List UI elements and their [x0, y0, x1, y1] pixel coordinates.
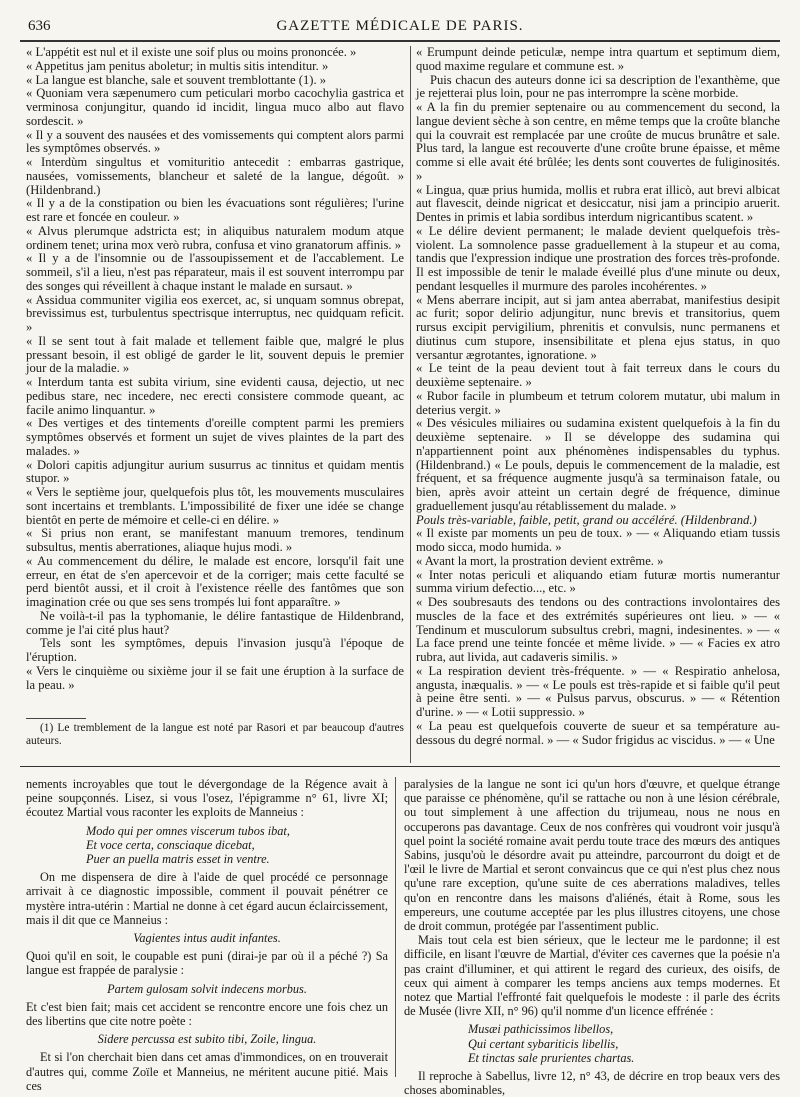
footnote-text: (1) Le tremblement de la langue est noté par Rasori et par beaucoup d'autres auteurs.: [26, 722, 404, 748]
latin-quote: Sidere percussa est subito tibi, Zoile, lingua.: [97, 1032, 317, 1047]
verse-line: Modo qui per omnes viscerum tubos ibat,: [86, 823, 290, 838]
page-number: 636: [28, 18, 51, 34]
top-right-column: [416, 46, 780, 762]
paragraph: « Le délire devient permanent; le malade devient quelquefois très-violent. La somnolence passe graduellement à la stupeur et au coma, tandis que l'expression indique une prostration des forces très-profonde. Il est impossible de tenir le malade éveillé plus d'une minute ou deux, pendant lesquelles il murmure des paroles incohérentes. »: [416, 223, 780, 293]
paragraph: Mais tout cela est bien sérieux, que le lecteur me le pardonne; il est difficile, en lisant l'œuvre de Martial, d'éviter ces cavernes que la poésie n'a pas craint d'illuminer, et qui attirent le regard des curieux, des oisifs, de ceux qui aiment à comparer les temps anciens aux temps modernes. Et notez que Martial l'effronté fait quelquefois le modeste : il parle des écrits de Musée (livre XII, n° 96) qu'il nomme d'un licence effrénée :: [404, 933, 780, 1019]
top-left-column: [26, 46, 404, 716]
footnote-rule: [26, 718, 86, 719]
paragraph: Et si l'on cherchait bien dans cet amas d'immondices, on en trouverait d'autres qui, comme Zoïle et Manneius, ne méritent aucune pitié. Mais ces: [26, 1050, 388, 1093]
latin-quote: Partem gulosam solvit indecens morbus.: [107, 981, 307, 996]
latin-quote: Vagientes intus audit infantes.: [133, 931, 281, 946]
verse-line: Et tinctas sale prurientes chartas.: [468, 1050, 635, 1065]
paragraph: Ne voilà-t-il pas la typhomanie, le délire fantastique de Hildenbrand, comme je l'ai cité plus haut?: [26, 608, 404, 637]
bottom-right-column: [404, 777, 780, 1097]
paragraph: « L'appétit est nul et il existe une soif plus ou moins prononcée. »: [26, 45, 357, 59]
bottom-left-column: [26, 777, 388, 1093]
paragraph: Puis chacun des auteurs donne ici sa description de l'exanthème, que je rejetterai plus loin, pour ne pas interrompre la scène morbide.: [416, 72, 780, 101]
paragraph: « La peau est quelquefois couverte de sueur et sa température au-dessous du degré normal. » — « Sudor frigidus ac viscidus. » — « Une: [416, 718, 780, 747]
paragraph: Pouls très-variable, faible, petit, grand ou accéléré. (Hildenbrand.): [416, 512, 757, 527]
verse-line: Qui certant sybariticis libellis,: [468, 1036, 619, 1051]
paragraph: « Appetitus jam penitus aboletur; in multis sitis intenditur. »: [26, 58, 329, 73]
column-divider-top: [410, 46, 411, 763]
paragraph: nements incroyables que tout le dévergondage de la Régence avait à peine soupçonnés. Lisez, si vous l'osez, l'épigramme n° 61, livre XI; écoutez Martial vous raconter les exploits de Manneius :: [26, 777, 388, 820]
paragraph: « Interdum tanta est subita virium, sine evidenti causa, dejectio, ut nec pedibus stare, nec incedere, nec erecti consistere commode queant, ac facile animo linquantur. »: [26, 375, 404, 417]
paragraph: « Vers le septième jour, quelquefois plus tôt, les mouvements musculaires sont incertains et tremblants. L'impossibilité de fixer une idée se change bientôt en perte de mémoire et celle-ci en délire. »: [26, 485, 404, 527]
verse-line: Musæi pathicissimos libellos,: [468, 1022, 614, 1037]
paragraph: « Au commencement du délire, le malade est encore, lorsqu'il fait une erreur, en état de s'en apercevoir et de la corriger; mais cette faculté se perd bientôt aussi, et il croit à l'existence réelle des fantômes que son imagination crée ou que ses sens trompés lui font apparaître. »: [26, 553, 404, 609]
paragraph: « La langue est blanche, sale et souvent tremblottante (1). »: [26, 72, 327, 87]
paragraph: « Il y a de la constipation ou bien les évacuations sont régulières; l'urine est rare et foncée en couleur. »: [26, 196, 404, 224]
paragraph: Quoi qu'il en soit, le coupable est puni (dirai-je par où il a péché ?) Sa langue est frappée de paralysie :: [26, 949, 388, 978]
paragraph: « Alvus plerumque adstricta est; in aliquibus naturalem modum atque ordinem tenet; urina mox verò rubra, confusa et vino granatorum affinis. »: [26, 223, 404, 252]
paragraph: « La respiration devient très-fréquente. » — « Respiratio anhelosa, angusta, inæqualis. » — « Le pouls est très-rapide et si faible qu'il peut à peine être senti. » — « Pulsus parvus, obscurus. » — « Rétention d'urine. » — « Lotii suppressio. »: [416, 663, 780, 719]
paragraph: Il reproche à Sabellus, livre 12, n° 43, de décrire en trop beaux vers des choses abominables,: [404, 1069, 780, 1097]
paragraph: « Mens aberrare incipit, aut si jam antea aberrabat, manifestius desipit ac furit; sopor delirio adjungitur, nunc brevis et transitorius, quem rursus excipit pervigilium, phrenitis et convulsis, nunc permanens et diutinus cum stupore, insensibilitate et plena ejus status, in quo versantur ægrotantes, ignoratione. »: [416, 292, 780, 362]
paragraph: « Inter notas periculi et aliquando etiam futuræ mortis numerantur summa virium defectio..., etc. »: [416, 567, 780, 596]
verse-line: Et voce certa, consciaque dicebat,: [86, 837, 255, 852]
paragraph: « Il existe par moments un peu de toux. » — « Aliquando etiam tussis modo sicca, modo humida. »: [416, 526, 780, 554]
footnote: [26, 722, 404, 762]
paragraph: On me dispensera de dire à l'aide de quel procédé ce personnage arrivait à ce diagnostic impossible, comment il pouvait pénétrer ce mystère intra-utérin : Martial ne donne à cet égard aucun éclaircissement, mais il dit que ce Manneius :: [26, 870, 388, 927]
paragraph: « A la fin du premier septenaire ou au commencement du second, la langue devient sèche à son centre, en même temps que la croûte blanche qui la couvrait est remplacée par une croûte de mucus brunâtre et sale. Plus tard, la langue est recouverte d'une croûte brune épaisse, et même comme si elle avait été brûlée; les dents sont couvertes de fuliginosités. »: [416, 100, 781, 183]
paragraph: « Le teint de la peau devient tout à fait terreux dans le cours du deuxième septenaire. »: [416, 361, 780, 389]
paragraph: Et c'est bien fait; mais cet accident se rencontre encore une fois chez un des libertins que cite notre poète :: [26, 999, 388, 1029]
paragraph: Tels sont les symptômes, depuis l'invasion jusqu'à l'époque de l'éruption.: [26, 636, 404, 664]
paragraph: « Des soubresauts des tendons ou des contractions involontaires des muscles de la face et des extrémités supérieures ont lieu. » — « Tendinum et musculorum subsultus crebri, magni, indesinentes. » — « La face prend une teinte foncée et même livide. » — « Facies ex atro rubra, aut livida, aut cadaveris similis. »: [416, 595, 780, 664]
paragraph: « Avant la mort, la prostration devient extrême. »: [416, 553, 664, 568]
journal-title: GAZETTE MÉDICALE DE PARIS.: [276, 18, 524, 34]
paragraph: « Lingua, quæ prius humida, mollis et rubra erat illicò, aut brevi albicat aut flavescit, deinde nigricat et desiccatur, nisi jam a principio aruerit. Dentes in primis et labia sordibus interdum nigricantibus scatent. »: [416, 182, 780, 224]
paragraph: « Rubor facile in plumbeum et tetrum colorem mutatur, ubi malum in deterius vergit. »: [416, 388, 780, 417]
paragraph: « Assidua communiter vigilia eos exercet, ac, si unquam somnus obrepat, brevissimus est, turbulentus spectrisque interruptus, nec quidquam reficit. »: [26, 292, 404, 334]
verse-line: Puer an puella matris esset in ventre.: [86, 852, 270, 867]
paragraph: « Il y a souvent des nausées et des vomissements qui comptent alors parmi les symptômes observés. »: [26, 127, 404, 156]
paragraph: « Des vertiges et des tintements d'oreille comptent parmi les premiers symptômes observés et forment un sujet de vives plaintes de la part des malades. »: [26, 416, 404, 458]
paragraph: « Dolori capitis adjungitur aurium susurrus ac tinnitus et quidam mentis stupor. »: [26, 457, 404, 486]
paragraph: « Il se sent tout à fait malade et tellement faible que, malgré le plus pressant besoin, il est obligé de garder le lit, souvent depuis le premier jour de la maladie. »: [26, 333, 404, 376]
column-divider-bottom: [395, 777, 396, 1077]
paragraph: « Interdùm singultus et vomituritio antecedit : embarras gastrique, nausées, vomissements, blancheur et saleté de la langue, dégoût. » (Hildenbrand.): [26, 155, 404, 197]
header-rule: [20, 40, 780, 42]
paragraph: paralysies de la langue ne sont ici qu'un hors d'œuvre, et quelque étrange que paraisse ce phénomène, qu'il se rattache ou non à une lésion cérébrale, ou tout simplement à une affection du trijumeau, nous ne nous en occuperons pas davantage. Ceux de nos confrères qui voudront voir jusqu'à quel point la société romaine avait perdu toute trace des mœurs des antiques Sabins, jusqu'où le désordre avait pu atteindre, parcourront du doigt et de l'œil le livre de Martial et seront convaincus que ce qui n'est plus chez nous qu'une rare exception, qu'une suite de ces aberrations maladives, telles qu'on en rencontre dans les maisons d'aliénés, était à Rome, sous les empereurs, une coutume acceptée par les plus illustres citoyens, une chose de droit commun, protégée par l'assentiment public.: [404, 777, 780, 934]
paragraph: « Vers le cinquième ou sixième jour il se fait une éruption à la surface de la peau. »: [26, 663, 404, 692]
section-rule: [20, 766, 780, 767]
paragraph: « Si prius non erant, se manifestant manuum tremores, tendinum subsultus, mentis aberrationes, aliaque hujus modi. »: [26, 526, 404, 554]
paragraph: « Il y a de l'insomnie ou de l'assoupissement et de l'accablement. Le sommeil, s'il a lieu, n'est pas réparateur, mais il est souvent interrompu par des songes qui réveillent à chaque instant le malade en sursaut. »: [26, 251, 404, 293]
paragraph: « Quoniam vera sæpenumero cum peticulari morbo cacochylia gastrica et verminosa conjungitur, quando id incidit, lingua muco albo aut flavo sordescit. »: [26, 86, 404, 128]
paragraph: « Erumpunt deinde peticulæ, nempe intra quartum et septimum diem, quod maxime regulare et commune est. »: [416, 45, 780, 73]
paragraph: « Des vésicules miliaires ou sudamina existent quelquefois à la fin du deuxième septenaire. » Il se développe des sudamina qui n'appartiennent point aux phénomènes indispensables du typhus. (Hildenbrand.) « Le pouls, depuis le commencement de la maladie, est fréquent, et sa fréquence augmente jusqu'à sa terminaison fatale, ou bien, après avoir atteint un certain degré de fréquence, diminue graduellement jusqu'au rétablissement du malade. »: [416, 416, 780, 513]
